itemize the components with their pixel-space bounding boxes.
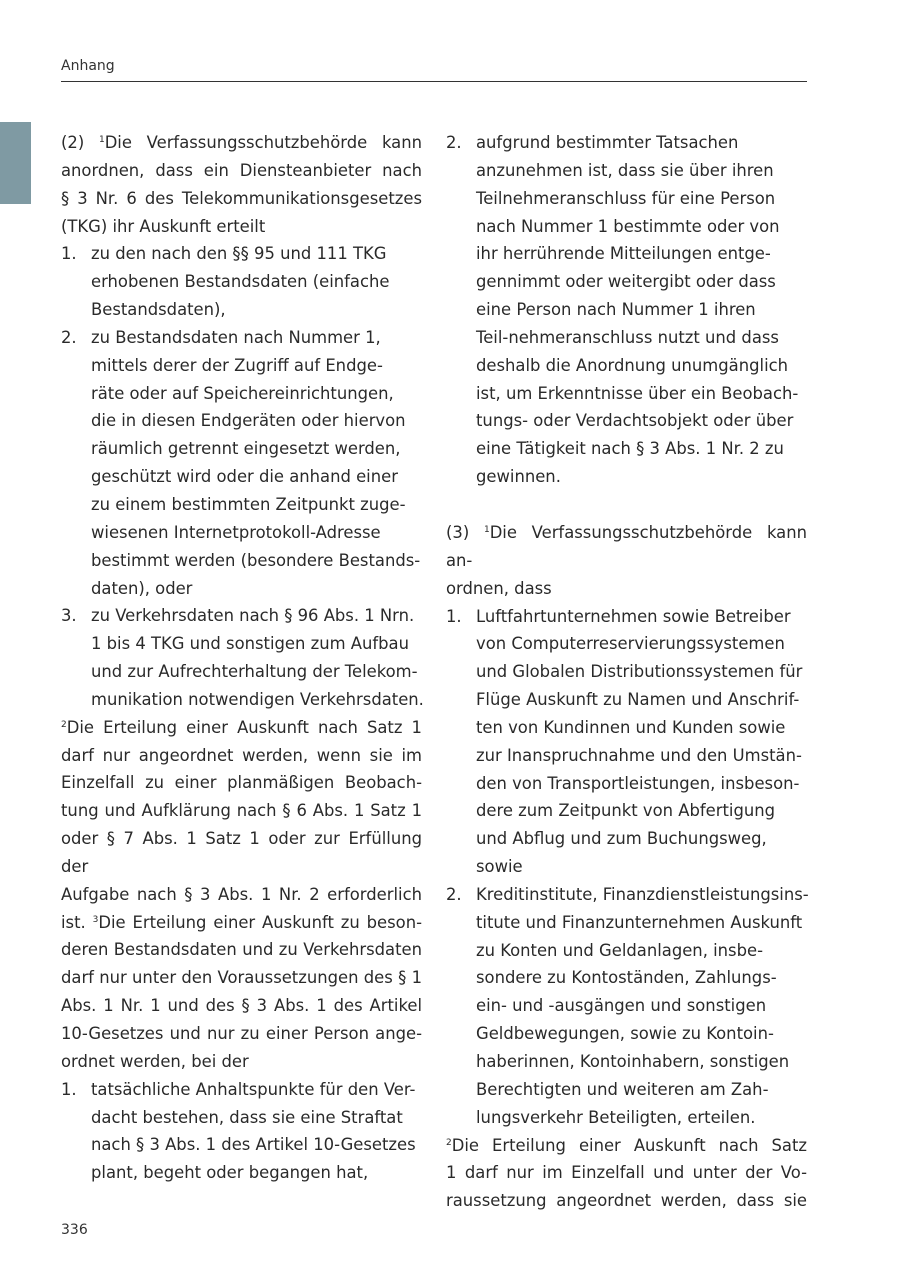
text-line: zu den nach den §§ 95 und 111 TKG <box>91 244 387 264</box>
text-line: deshalb die Anordnung unumgänglich <box>476 355 789 375</box>
text-line: Flüge Auskunft zu Namen und Anschrif- <box>476 690 800 710</box>
text-line: nach § 3 Abs. 1 des Artikel 10-Gesetzes <box>91 1135 416 1155</box>
para2-body-line <box>61 714 422 742</box>
paragraph-gap <box>446 491 807 519</box>
page-number: 336 <box>61 1222 88 1238</box>
para2-body-line: deren Bestandsdaten und zu Verkehrsdaten <box>61 940 422 960</box>
right-column <box>446 129 807 1215</box>
text-line: eine Person nach Nummer 1 ihren <box>476 300 756 320</box>
list-item <box>61 1076 422 1187</box>
text-line: bestimmt werden (besondere Bestands- <box>91 550 421 570</box>
para2-body-line: tung und Aufklärung nach § 6 Abs. 1 Satz 1 <box>61 801 422 821</box>
header-rule <box>61 81 807 82</box>
para2-intro-line: (TKG) ihr Auskunft erteilt <box>61 216 266 236</box>
para2-body-line: 10-Gesetzes und nur zu einer Person ange- <box>61 1024 422 1043</box>
para2-body-line: Abs. 1 Nr. 1 und des § 3 Abs. 1 des Artikel <box>61 996 422 1016</box>
text-line: den von Transportleistungen, insbeson- <box>476 773 800 793</box>
text-line: titute und Finanzunternehmen Auskunft <box>476 912 803 932</box>
text-line: und Abflug und zum Buchungsweg, <box>476 829 767 849</box>
text-fragment: Die Erteilung einer Auskunft zu beson- <box>98 912 423 932</box>
para2-body-line: ordnet werden, bei der <box>61 1051 249 1071</box>
text-line: sowie <box>476 857 523 877</box>
text-line: Bestandsdaten), <box>91 300 226 320</box>
list-number: 2. <box>446 133 462 152</box>
para2-body-line: Aufgabe nach § 3 Abs. 1 Nr. 2 erforderlich <box>61 884 422 904</box>
text-line: tungs- oder Verdachtsobjekt oder über <box>476 411 794 431</box>
text-line: Geldbewegungen, sowie zu Kontoin- <box>476 1024 774 1044</box>
text-line: zur Inanspruchnahme und den Umstän- <box>476 745 802 765</box>
running-head: Anhang <box>61 58 115 74</box>
text-line: 1 bis 4 TKG und sonstigen zum Aufbau <box>91 634 409 654</box>
para3-intro-line: ordnen, dass <box>446 578 552 598</box>
text-line: dacht bestehen, dass sie eine Straftat <box>91 1107 403 1127</box>
text-line: eine Tätigkeit nach § 3 Abs. 1 Nr. 2 zu <box>476 439 784 459</box>
text-line: ten von Kundinnen und Kunden sowie <box>476 717 786 737</box>
text-line: Die Erteilung einer Auskunft nach Satz <box>451 1135 807 1155</box>
left-column <box>61 129 422 1187</box>
text-line: munikation notwendigen Verkehrsdaten. <box>91 689 424 709</box>
para3-intro-line <box>446 519 807 575</box>
text-line: haberinnen, Kontoinhabern, sonstigen <box>476 1052 790 1071</box>
para2-intro-line <box>61 129 422 157</box>
sentence-marker: 3 <box>92 914 99 925</box>
sentence-marker: 1 <box>98 135 105 145</box>
para2-body-line: darf nur angeordnet werden, wenn sie im <box>61 745 422 765</box>
text-line: plant, begeht oder begangen hat, <box>91 1163 369 1183</box>
list-number: 1. <box>61 1079 77 1099</box>
text-line: von Computerreservierungssystemen <box>476 634 785 654</box>
para2-intro-line: § 3 Nr. 6 des Telekommunikationsgesetzes <box>61 188 422 208</box>
text-line: Berechtigten und weiteren am Zah- <box>476 1079 769 1099</box>
text-line: Die Verfassungsschutzbehörde kann an- <box>446 522 807 570</box>
text-line: Luftfahrtunternehmen sowie Betreiber <box>476 606 791 626</box>
text-line: sondere zu Kontoständen, Zahlungs- <box>476 968 777 988</box>
text-line: erhobenen Bestandsdaten (einfache <box>91 272 390 292</box>
para2-number: (2) <box>61 133 85 152</box>
list-item <box>446 129 807 491</box>
text-line: aufgrund bestimmter Tatsachen <box>476 133 739 152</box>
list-number: 1. <box>446 606 462 626</box>
text-line: Kreditinstitute, Finanzdienstleistungsins- <box>476 884 809 904</box>
list-number: 3. <box>61 606 77 626</box>
text-fragment: ist. <box>61 912 86 932</box>
list-item <box>61 324 422 602</box>
sentence-marker: 2 <box>61 719 67 730</box>
text-line: gennimmt oder weitergibt oder dass <box>476 272 776 292</box>
text-line: räte oder auf Speichereinrichtungen, <box>91 383 394 403</box>
text-line: anzunehmen ist, dass sie über ihren <box>476 160 774 180</box>
text-line: zu einem bestimmten Zeitpunkt zuge- <box>91 494 406 514</box>
list-number: 2. <box>61 327 77 347</box>
para3-number: (3) <box>446 522 470 542</box>
para2-body-line: darf nur unter den Voraussetzungen des § 1 <box>61 968 422 988</box>
text-line: räumlich getrennt eingesetzt werden, <box>91 439 401 459</box>
text-line: Die Verfassungsschutzbehörde kann <box>104 133 422 152</box>
list-number: 1. <box>61 244 77 264</box>
para3-body-line: raussetzung angeordnet werden, dass sie <box>446 1191 807 1211</box>
text-line: Die Erteilung einer Auskunft nach Satz 1 <box>66 717 422 737</box>
text-line: nach Nummer 1 bestimmte oder von <box>476 216 780 236</box>
list-number: 2. <box>446 884 462 904</box>
text-line: ein- und -ausgängen und sonstigen <box>476 996 767 1016</box>
sentence-marker: 1 <box>483 524 490 535</box>
text-line: wiesenen Internetprotokoll-Adresse <box>91 522 381 542</box>
sentence-marker: 2 <box>446 1137 452 1148</box>
text-line: ihr herrührende Mitteilungen entge- <box>476 244 771 264</box>
para3-body-line <box>446 1132 807 1160</box>
list-item <box>61 602 422 713</box>
text-line: dere zum Zeitpunkt von Abfertigung <box>476 801 776 821</box>
para2-body-line: oder § 7 Abs. 1 Satz 1 oder zur Erfüllung der <box>61 829 422 876</box>
text-line: daten), oder <box>91 578 193 598</box>
text-line: mittels derer der Zugriff auf Endge- <box>91 355 383 375</box>
text-line: zu Verkehrsdaten nach § 96 Abs. 1 Nrn. <box>91 606 415 626</box>
para2-body-line: Einzelfall zu einer planmäßigen Beobach- <box>61 773 422 793</box>
text-line: tatsächliche Anhaltspunkte für den Ver- <box>91 1079 416 1099</box>
text-line: zu Bestandsdaten nach Nummer 1, <box>91 327 381 347</box>
text-line: und zur Aufrechterhaltung der Telekom- <box>91 662 418 682</box>
text-line: geschützt wird oder die anhand einer <box>91 467 398 487</box>
text-line: ist, um Erkenntnisse über ein Beobach- <box>476 383 799 403</box>
text-line: Teil-nehmeranschluss nutzt und dass <box>476 327 779 347</box>
list-item <box>446 881 807 1132</box>
chapter-tab-marker <box>0 122 31 204</box>
text-line: lungsverkehr Beteiligten, erteilen. <box>476 1107 756 1127</box>
list-item <box>61 240 422 324</box>
para3-body-line: 1 darf nur im Einzelfall und unter der Vo- <box>446 1163 807 1183</box>
para2-body-line <box>61 909 422 937</box>
text-line: die in diesen Endgeräten oder hiervon <box>91 411 406 431</box>
text-line: und Globalen Distributionssystemen für <box>476 662 803 682</box>
list-item <box>446 603 807 881</box>
para2-intro-line: anordnen, dass ein Diensteanbieter nach <box>61 160 422 180</box>
text-line: Teilnehmeranschluss für eine Person <box>476 188 776 208</box>
text-line: zu Konten und Geldanlagen, insbe- <box>476 940 764 960</box>
text-line: gewinnen. <box>476 467 561 487</box>
